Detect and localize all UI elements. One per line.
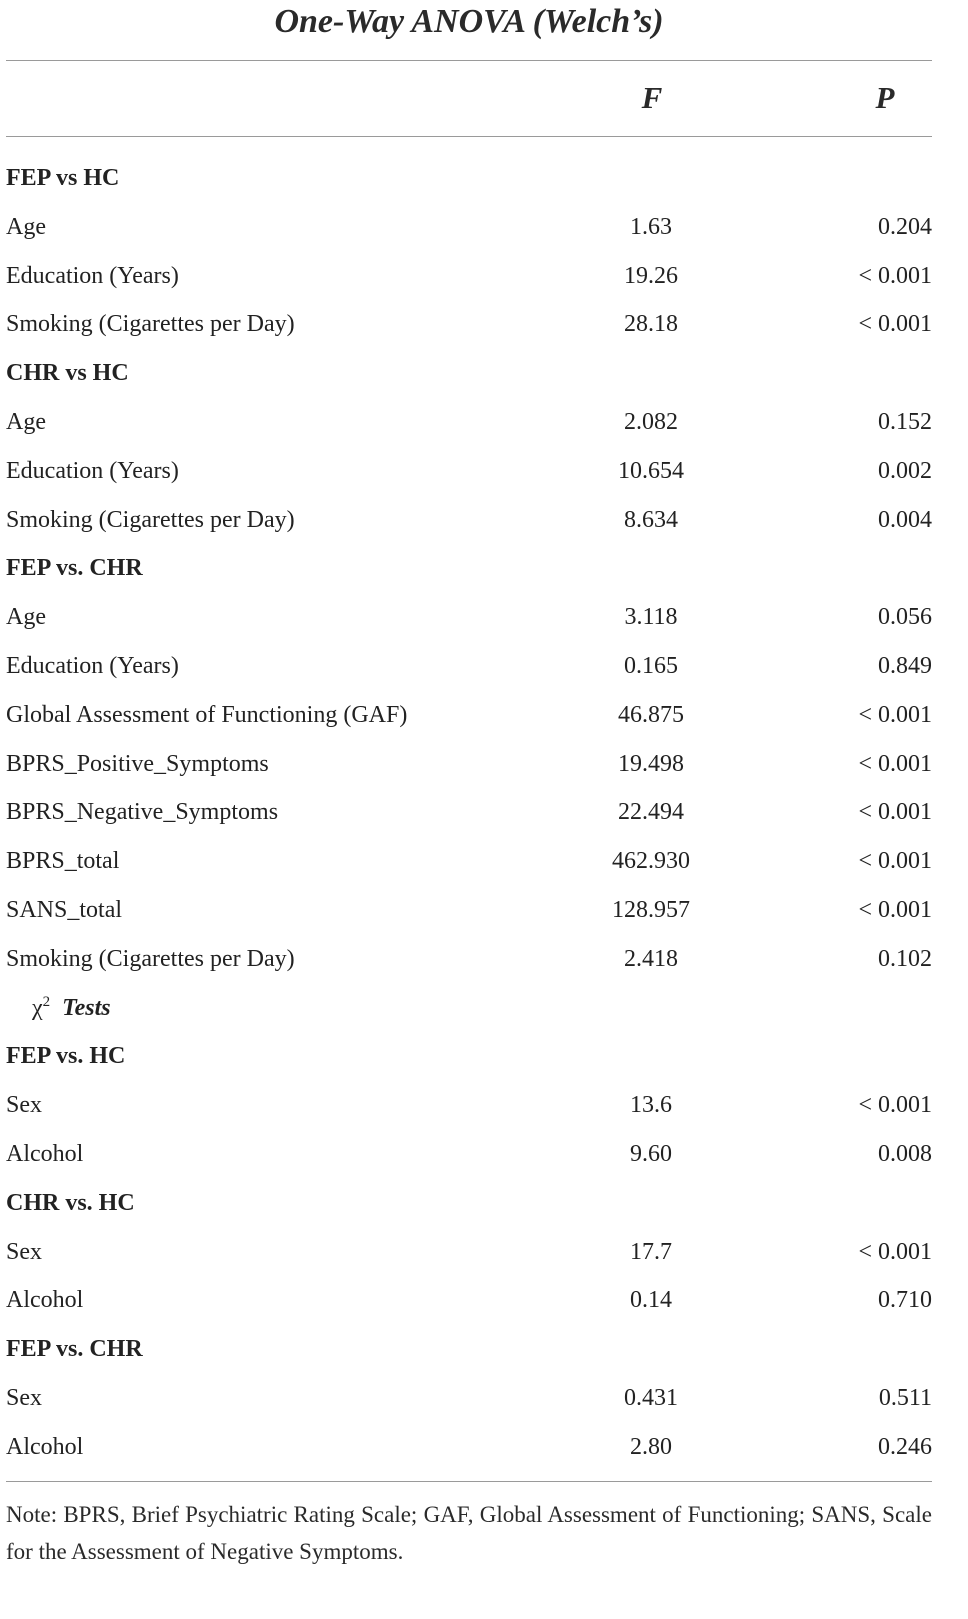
p-value	[736, 544, 932, 593]
f-value: 10.654	[618, 457, 684, 484]
row-label: Sex	[6, 1238, 42, 1265]
group-header-row	[6, 349, 932, 398]
f-value: 28.18	[624, 311, 678, 338]
table-title: One-Way ANOVA (Welch’s)	[274, 3, 664, 40]
p-value: 0.152	[878, 408, 932, 435]
f-value	[566, 1325, 736, 1374]
table-row	[6, 1130, 932, 1179]
row-label: Smoking (Cigarettes per Day)	[6, 506, 295, 533]
f-value: 9.60	[630, 1140, 672, 1167]
p-value: < 0.001	[858, 311, 932, 338]
f-value: 3.118	[624, 604, 678, 631]
f-value	[566, 1179, 736, 1228]
f-value	[566, 154, 736, 203]
row-label: BPRS_Negative_Symptoms	[6, 799, 279, 826]
p-value: < 0.001	[858, 848, 932, 875]
row-label: Age	[6, 408, 46, 435]
f-value: 17.7	[630, 1238, 672, 1265]
p-value	[736, 349, 932, 398]
f-value: 19.498	[618, 750, 684, 777]
f-value: 0.14	[630, 1287, 672, 1314]
p-value	[736, 1325, 932, 1374]
f-value: 2.80	[630, 1433, 672, 1460]
f-value: 22.494	[618, 799, 684, 826]
header-rule	[6, 136, 932, 137]
row-label: BPRS_total	[6, 848, 120, 875]
row-label: Alcohol	[6, 1140, 84, 1167]
group-label: FEP vs. CHR	[6, 1336, 143, 1363]
table-note: Note: BPRS, Brief Psychiatric Rating Scale; GAF, Global Assessment of Functioning; SANS, Scale for the Assessment of Negative Symptoms.	[6, 1502, 932, 1564]
p-value: < 0.001	[858, 701, 932, 728]
row-label: Smoking (Cigarettes per Day)	[6, 311, 295, 338]
table-row	[6, 1374, 932, 1423]
table-row	[6, 252, 932, 301]
section-subheader	[6, 984, 566, 1033]
f-value: 128.957	[612, 896, 690, 923]
column-header-p: P	[875, 80, 895, 115]
row-label: Education (Years)	[6, 457, 179, 484]
top-rule	[6, 60, 932, 61]
group-header-row	[6, 154, 932, 203]
group-label: FEP vs. HC	[6, 1043, 126, 1070]
f-value	[566, 544, 736, 593]
p-value: 0.002	[878, 457, 932, 484]
f-value	[566, 1032, 736, 1081]
p-value	[736, 154, 932, 203]
f-value: 0.165	[624, 652, 678, 679]
p-value: < 0.001	[858, 1238, 932, 1265]
p-value: < 0.001	[858, 799, 932, 826]
p-value: 0.204	[878, 213, 932, 240]
section-subheader-row	[6, 984, 932, 1033]
row-label: Education (Years)	[6, 652, 179, 679]
row-label: Age	[6, 604, 46, 631]
row-label: Global Assessment of Functioning (GAF)	[6, 701, 408, 728]
p-value: < 0.001	[858, 896, 932, 923]
table-row	[6, 593, 932, 642]
f-value: 8.634	[624, 506, 678, 533]
p-value: 0.004	[878, 506, 932, 533]
bottom-rule	[6, 1481, 932, 1482]
table-row	[6, 1423, 932, 1472]
row-label: BPRS_Positive_Symptoms	[6, 750, 269, 777]
row-label: Alcohol	[6, 1433, 84, 1460]
row-label: Sex	[6, 1092, 42, 1119]
table-row	[6, 1228, 932, 1277]
table-body	[6, 154, 932, 1472]
f-value: 13.6	[630, 1092, 672, 1119]
row-label: Smoking (Cigarettes per Day)	[6, 945, 295, 972]
p-value: 0.056	[878, 604, 932, 631]
p-value: 0.710	[878, 1287, 932, 1314]
group-header-row	[6, 1325, 932, 1374]
f-value: 0.431	[624, 1384, 678, 1411]
table-row	[6, 691, 932, 740]
table-row	[6, 837, 932, 886]
f-value: 19.26	[624, 262, 678, 289]
results-table	[6, 154, 932, 1472]
group-label: CHR vs HC	[6, 360, 129, 387]
p-value: 0.102	[878, 945, 932, 972]
row-label: Education (Years)	[6, 262, 179, 289]
table-row	[6, 447, 932, 496]
table-row	[6, 496, 932, 545]
table-row	[6, 1081, 932, 1130]
p-value	[736, 1032, 932, 1081]
row-label: Sex	[6, 1384, 42, 1411]
table-row	[6, 740, 932, 789]
f-value	[566, 349, 736, 398]
p-value: < 0.001	[858, 750, 932, 777]
table-row	[6, 935, 932, 984]
table-row	[6, 788, 932, 837]
chi-symbol: χ	[32, 994, 43, 1021]
p-value: 0.849	[878, 652, 932, 679]
table-row	[6, 642, 932, 691]
p-value	[736, 984, 932, 1033]
f-value: 1.63	[630, 213, 672, 240]
p-value: 0.511	[878, 1384, 932, 1411]
group-header-row	[6, 1179, 932, 1228]
column-header-f: F	[641, 80, 663, 115]
section-subheader-label: Tests	[62, 994, 111, 1021]
f-value: 2.082	[624, 408, 678, 435]
superscript: 2	[42, 993, 51, 1010]
group-header-row	[6, 544, 932, 593]
f-value: 462.930	[612, 848, 690, 875]
p-value: 0.246	[878, 1433, 932, 1460]
table-row	[6, 300, 932, 349]
row-label: Age	[6, 213, 46, 240]
group-label: CHR vs. HC	[6, 1189, 135, 1216]
group-label: FEP vs HC	[6, 165, 120, 191]
row-label: Alcohol	[6, 1287, 84, 1314]
table-row	[6, 203, 932, 252]
f-value: 46.875	[618, 701, 684, 728]
row-label: SANS_total	[6, 896, 123, 923]
group-header-row	[6, 1032, 932, 1081]
p-value: < 0.001	[858, 262, 932, 289]
table-row	[6, 398, 932, 447]
p-value	[736, 1179, 932, 1228]
f-value: 2.418	[624, 945, 678, 972]
table-row	[6, 886, 932, 935]
p-value: 0.008	[878, 1140, 932, 1167]
p-value: < 0.001	[858, 1092, 932, 1119]
table-row	[6, 1276, 932, 1325]
group-label: FEP vs. CHR	[6, 555, 143, 582]
f-value	[566, 984, 736, 1033]
